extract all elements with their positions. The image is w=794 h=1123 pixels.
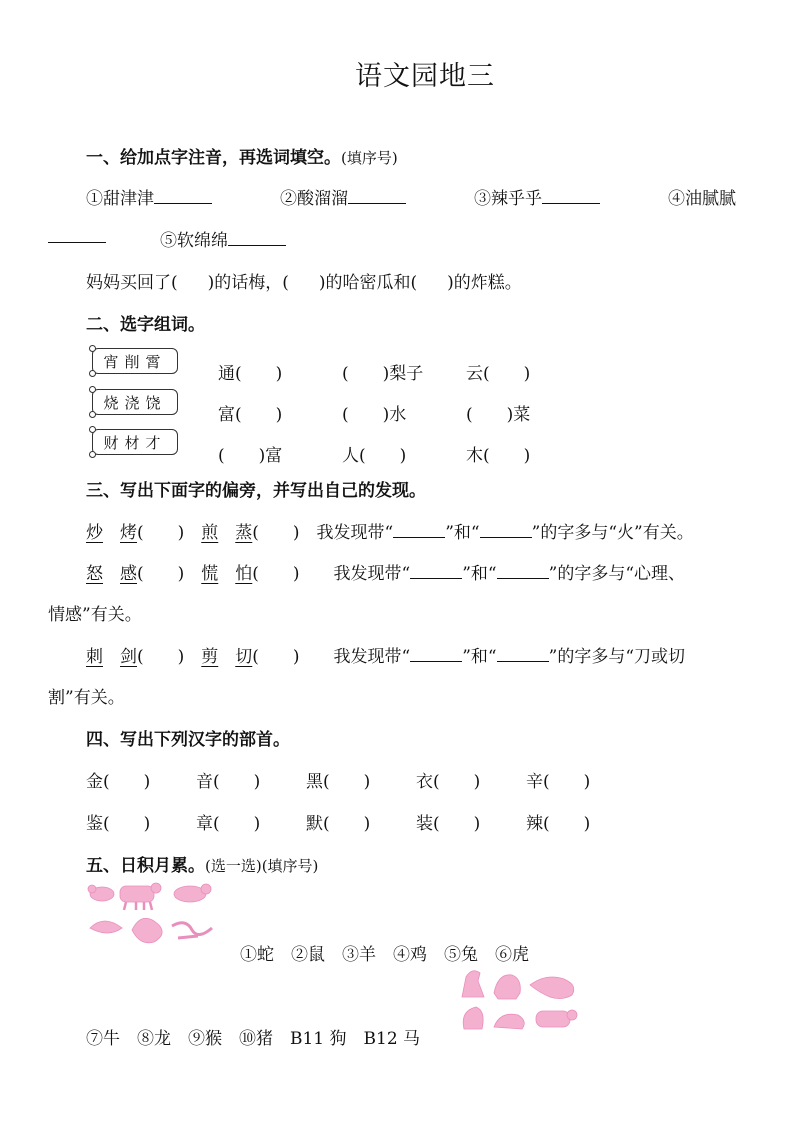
section-3-heading: 三、写出下面字的偏旁，并写出自己的发现。 — [86, 481, 426, 501]
radical-blank[interactable]: 辛( ) — [526, 772, 591, 792]
radical-row-3: 刺 剑( ) 剪 切( ) 我发现带“ ”和“ ”的字多与“刀或切 — [86, 647, 686, 667]
word-blank[interactable]: ( )菜 — [466, 405, 531, 425]
radical-blank[interactable]: 鉴( ) — [86, 814, 151, 834]
word-blank[interactable]: ( )水 — [342, 405, 407, 425]
radical-blank[interactable]: 章( ) — [196, 814, 261, 834]
radical-blank[interactable]: 黑( ) — [306, 772, 371, 792]
word-option-4: ④油腻腻 — [668, 189, 736, 209]
radical-row-2: 怒 感( ) 慌 怕( ) 我发现带“ ”和“ ”的字多与“心理、 — [86, 564, 686, 584]
word-blank[interactable]: 木( ) — [466, 446, 531, 466]
zodiac-options-1: ①蛇 ②鼠 ③羊 ④鸡 ⑤兔 ⑥虎 — [240, 945, 529, 965]
word-blank[interactable]: ( )梨子 — [342, 364, 424, 384]
page-title: 语文园地三 — [355, 61, 495, 92]
answer-blank[interactable] — [542, 189, 600, 204]
radical-blank[interactable]: 金( ) — [86, 772, 151, 792]
word-blank[interactable]: 人( ) — [342, 446, 407, 466]
fill-sentence: 妈妈买回了( )的话梅，( )的哈密瓜和( )的炸糕。 — [86, 273, 522, 293]
radical-blank[interactable]: 装( ) — [416, 814, 481, 834]
zodiac-papercut-image — [456, 963, 580, 1037]
radical-blank[interactable]: 音( ) — [196, 772, 261, 792]
word-option-2: ②酸溜溜 — [280, 184, 406, 209]
section-5-heading: 五、日积月累。(选一选)(填序号) — [86, 856, 319, 876]
answer-blank[interactable] — [154, 189, 212, 204]
char-choice-box: 烧浇饶 — [92, 389, 178, 415]
section-4-heading: 四、写出下列汉字的部首。 — [86, 730, 290, 750]
word-blank[interactable]: ( )富 — [218, 446, 283, 466]
word-option-5: ⑤软绵绵 — [160, 226, 286, 251]
word-option-3: ③辣乎乎 — [474, 184, 600, 209]
radical-blank[interactable]: 衣( ) — [416, 772, 481, 792]
zodiac-options-2: ⑦牛 ⑧龙 ⑨猴 ⑩猪 B11 狗 B12 马 — [86, 1029, 421, 1049]
radical-row-3-cont: 割”有关。 — [48, 688, 125, 708]
section-2-heading: 二、选字组词。 — [86, 315, 205, 335]
radical-blank[interactable]: 默( ) — [306, 814, 371, 834]
word-blank[interactable]: 富( ) — [218, 405, 283, 425]
answer-blank[interactable] — [228, 231, 286, 246]
answer-blank[interactable] — [348, 189, 406, 204]
section-1-heading: 一、给加点字注音，再选词填空。(填序号) — [86, 148, 398, 168]
char-choice-box: 宵削霄 — [92, 348, 178, 374]
answer-blank[interactable] — [48, 228, 106, 247]
zodiac-papercut-image — [86, 880, 222, 952]
word-option-1: ①甜津津 — [86, 184, 212, 209]
char-choice-box: 财材才 — [92, 429, 178, 455]
radical-blank[interactable]: 辣( ) — [526, 814, 591, 834]
word-blank[interactable]: 通( ) — [218, 364, 283, 384]
radical-row-2-cont: 情感”有关。 — [48, 605, 142, 625]
radical-row-1: 炒 烤( ) 煎 蒸( ) 我发现带“ ”和“ ”的字多与“火”有关。 — [86, 523, 694, 543]
word-blank[interactable]: 云( ) — [466, 364, 531, 384]
